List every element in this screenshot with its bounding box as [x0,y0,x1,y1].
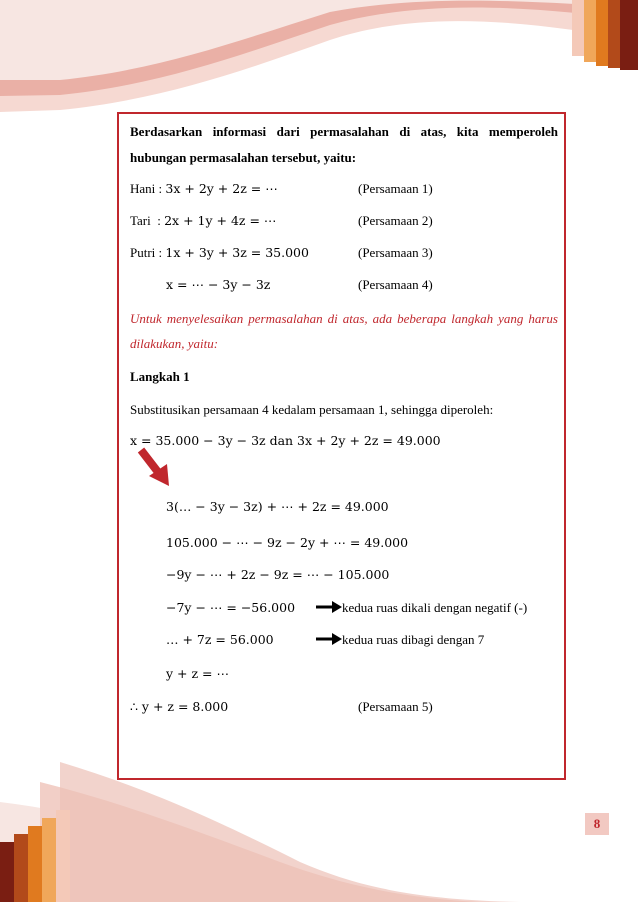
equation-4-expr: x = ⋯ − 3y − 3z [166,277,271,292]
equation-1 [130,181,278,197]
work-line-3: −9y − ⋯ + 2z − 9z = ⋯ − 105.000 [166,567,390,582]
work-line-4: −7y − ⋯ = −56.000 [166,600,296,615]
step-title: Langkah 1 [130,369,190,384]
conclusion-expr: ∴ y + z = 8.000 [130,699,229,714]
equation-1-name: Hani : [130,181,163,196]
work-note-1: kedua ruas dikali dengan negatif (-) [342,600,528,615]
work-line-6: y + z = ⋯ [166,666,229,681]
down-right-arrow-icon [135,446,175,490]
work-note-2: kedua ruas dibagi dengan 7 [342,632,485,647]
instruction-line-1: Untuk menyelesaikan permasalahan di atas, ada beberapa langkah yang harus [130,311,558,326]
instruction-line-2: dilakukan, yaitu: [130,336,219,351]
equation-3-tag: (Persamaan 3) [358,245,433,260]
right-arrow-icon [316,601,342,613]
right-arrow-icon [316,633,342,645]
top-decoration [0,0,638,130]
equation-1-tag: (Persamaan 1) [358,181,433,196]
equation-2-name: Tari : [130,213,161,228]
work-line-2: 105.000 − ⋯ − 9z − 2y + ⋯ = 49.000 [166,535,409,550]
step-substitution: x = 35.000 − 3y − 3z dan 3x + 2y + 2z = 49.000 [130,433,441,448]
conclusion-tag: (Persamaan 5) [358,699,433,714]
step-description: Substitusikan persamaan 4 kedalam persamaan 1, sehingga diperoleh: [130,402,494,417]
equation-2-tag: (Persamaan 2) [358,213,433,228]
equation-1-expr: 3x + 2y + 2z = ⋯ [165,181,278,196]
equation-3-expr: 1x + 3y + 3z = 35.000 [165,245,309,260]
equation-4-tag: (Persamaan 4) [358,277,433,292]
equation-2-expr: 2x + 1y + 4z = ⋯ [164,213,277,228]
intro-line-1: Berdasarkan informasi dari permasalahan di atas, kita memperoleh [130,124,558,139]
intro-line-2: hubungan permasalahan tersebut, yaitu: [130,150,357,165]
equation-3-name: Putri : [130,245,163,260]
equation-3 [130,245,309,261]
work-line-5: … + 7z = 56.000 [166,632,274,647]
equation-2 [130,213,276,229]
work-line-1: 3(… − 3y − 3z) + ⋯ + 2z = 49.000 [166,499,389,514]
page-number: 8 [585,813,609,835]
